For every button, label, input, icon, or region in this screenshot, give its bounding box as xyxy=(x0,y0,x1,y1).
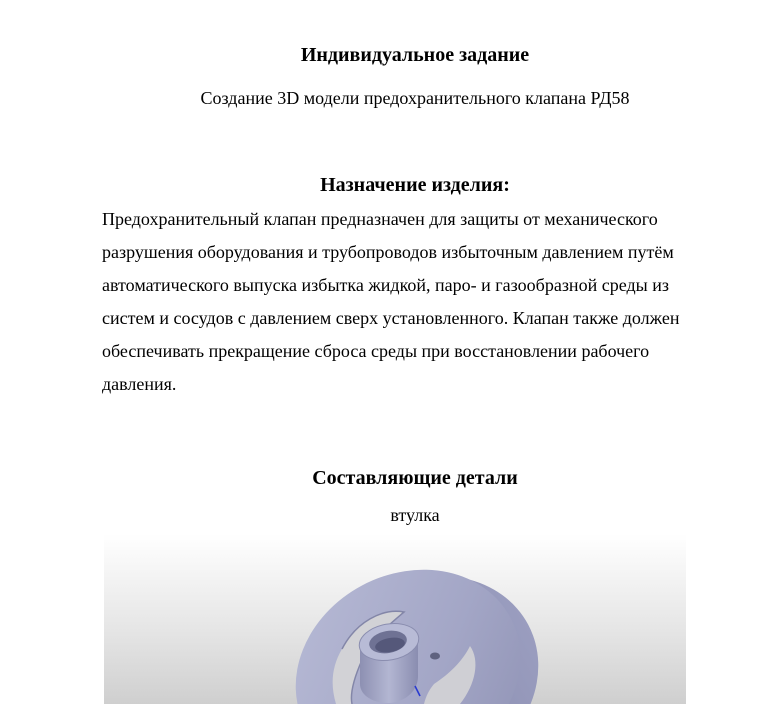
purpose-heading: Назначение изделия: xyxy=(320,174,510,196)
task-title: Индивидуальное задание xyxy=(300,44,530,66)
purpose-paragraph xyxy=(102,208,722,406)
paragraph-line: систем и сосудов с давлением сверх установленного. Клапан также должен xyxy=(102,308,680,328)
task-subtitle: Создание 3D модели предохранительного клапана РД58 xyxy=(200,88,630,108)
paragraph-line: давления. xyxy=(102,374,177,394)
paragraph-line: Предохранительный клапан предназначен для защиты от механического xyxy=(102,209,658,229)
paragraph-line: разрушения оборудования и трубопроводов избыточным давлением путём xyxy=(102,242,674,262)
paragraph-line: автоматического выпуска избытка жидкой, паро- и газообразной среды из xyxy=(102,275,669,295)
bushing-render-svg xyxy=(104,534,686,704)
parts-heading: Составляющие детали xyxy=(312,467,518,489)
bushing-render-image xyxy=(104,534,686,704)
part-name-caption: втулка xyxy=(390,505,440,525)
paragraph-line: обеспечивать прекращение сброса среды при восстановлении рабочего xyxy=(102,341,650,361)
